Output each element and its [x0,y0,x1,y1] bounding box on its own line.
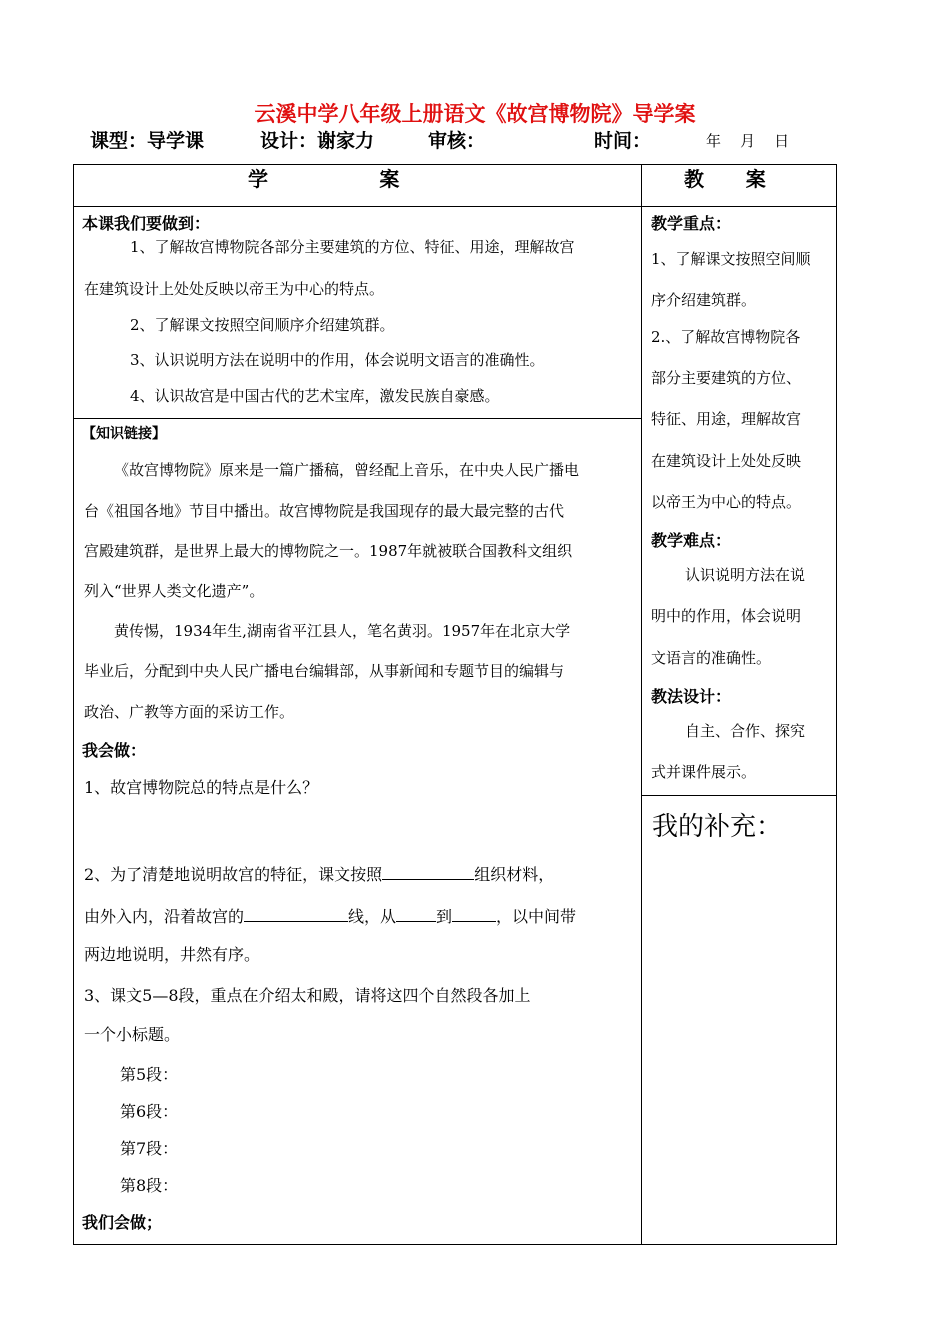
question-2 [84,862,554,885]
teaching-divider [641,795,837,796]
focus-line: 部分主要建筑的方位、 [651,369,802,387]
difficulty-line: 认识说明方法在说 [685,566,806,584]
focus-heading: 教学重点： [651,214,732,233]
focus-line: 以帝王为中心的特点。 [651,493,802,511]
goals-divider [73,418,641,419]
difficulty-line: 明中的作用，体会说明 [651,607,802,625]
time-label: 时间： [594,130,652,152]
q2-text: 由外入内，沿着故宫的 [84,907,245,926]
teacher-plan-header: 教 案 [684,167,766,191]
question-2-cont [84,904,576,927]
knowledge-line: 黄传惕，1934年生,湖南省平江县人，笔名黄羽。1957年在北京大学 [114,622,571,640]
q2-text: 到 [436,907,453,926]
focus-line: 特征、用途，理解故宫 [651,410,802,428]
method-line: 自主、合作、探究 [685,722,806,740]
q2-text: ，以中间带 [496,907,577,926]
method-heading: 教法设计： [651,687,732,706]
goal-line: 在建筑设计上处处反映以帝王为中心的特点。 [84,280,385,298]
reviewer: 审核： [428,130,486,152]
question-1: 1、故宫博物院总的特点是什么？ [84,778,319,797]
knowledge-line: 宫殿建筑群，是世界上最大的博物院之一。1987年就被联合国教科文组织 [84,542,573,560]
focus-line: 在建筑设计上处处反映 [651,452,802,470]
fill-blank[interactable] [452,906,496,922]
goals-heading: 本课我们要做到： [82,214,211,233]
supplement-heading: 我的补充： [652,812,783,842]
knowledge-heading: 【知识链接】 [82,426,166,442]
document-title: 云溪中学八年级上册语文《故宫博物院》导学案 [254,102,696,126]
knowledge-line: 政治、广教等方面的采访工作。 [84,703,295,721]
designer: 设计：谢家力 [260,130,375,152]
question-3-cont: 一个小标题。 [84,1025,181,1044]
knowledge-line: 列入“世界人类文化遗产”。 [84,582,265,600]
header-divider [73,206,837,207]
q2-text: 线，从 [348,907,397,926]
lesson-type: 课型：导学课 [90,130,205,152]
paragraph-label: 第8段： [120,1176,179,1195]
focus-line: 2.、了解故宫博物院各 [651,328,801,346]
goal-line: 2、了解课文按照空间顺序介绍建筑群。 [130,316,395,334]
can-do-heading: 我会做： [82,741,147,760]
q2-text: 组织材料， [474,865,555,884]
we-can-do-heading: 我们会做； [82,1213,163,1232]
fill-blank[interactable] [382,864,474,880]
question-3: 3、课文5—8段，重点在介绍太和殿，请将这四个自然段各加上 [84,986,531,1005]
method-line: 式并课件展示。 [651,763,757,781]
paragraph-label: 第6段： [120,1102,179,1121]
student-plan-header: 学 案 [248,167,400,191]
fill-blank[interactable] [396,906,436,922]
knowledge-line: 台《祖国各地》节目中播出。故宫博物院是我国现存的最大最完整的古代 [84,502,565,520]
difficulty-heading: 教学难点： [651,531,732,550]
goal-line: 1、了解故宫博物院各部分主要建筑的方位、特征、用途，理解故宫 [130,238,575,256]
goal-line: 4、认识故宫是中国古代的艺术宝库，激发民族自豪感。 [130,387,500,405]
focus-line: 序介绍建筑群。 [651,291,757,309]
column-divider [641,164,642,1245]
focus-line: 1、了解课文按照空间顺 [651,250,811,268]
paragraph-label: 第7段： [120,1139,179,1158]
date-field: 年 月 日 [706,132,790,150]
meta-row [90,126,870,152]
knowledge-line: 毕业后，分配到中央人民广播电台编辑部，从事新闻和专题节目的编辑与 [84,662,565,680]
fill-blank[interactable] [244,906,348,922]
difficulty-line: 文语言的准确性。 [651,649,772,667]
question-2-end: 两边地说明，井然有序。 [84,945,261,964]
goal-line: 3、认识说明方法在说明中的作用，体会说明文语言的准确性。 [130,351,545,369]
knowledge-line: 《故宫博物院》原来是一篇广播稿，曾经配上音乐，在中央人民广播电 [114,461,580,479]
paragraph-label: 第5段： [120,1065,179,1084]
q2-text: 2、为了清楚地说明故宫的特征，课文按照 [84,865,383,884]
